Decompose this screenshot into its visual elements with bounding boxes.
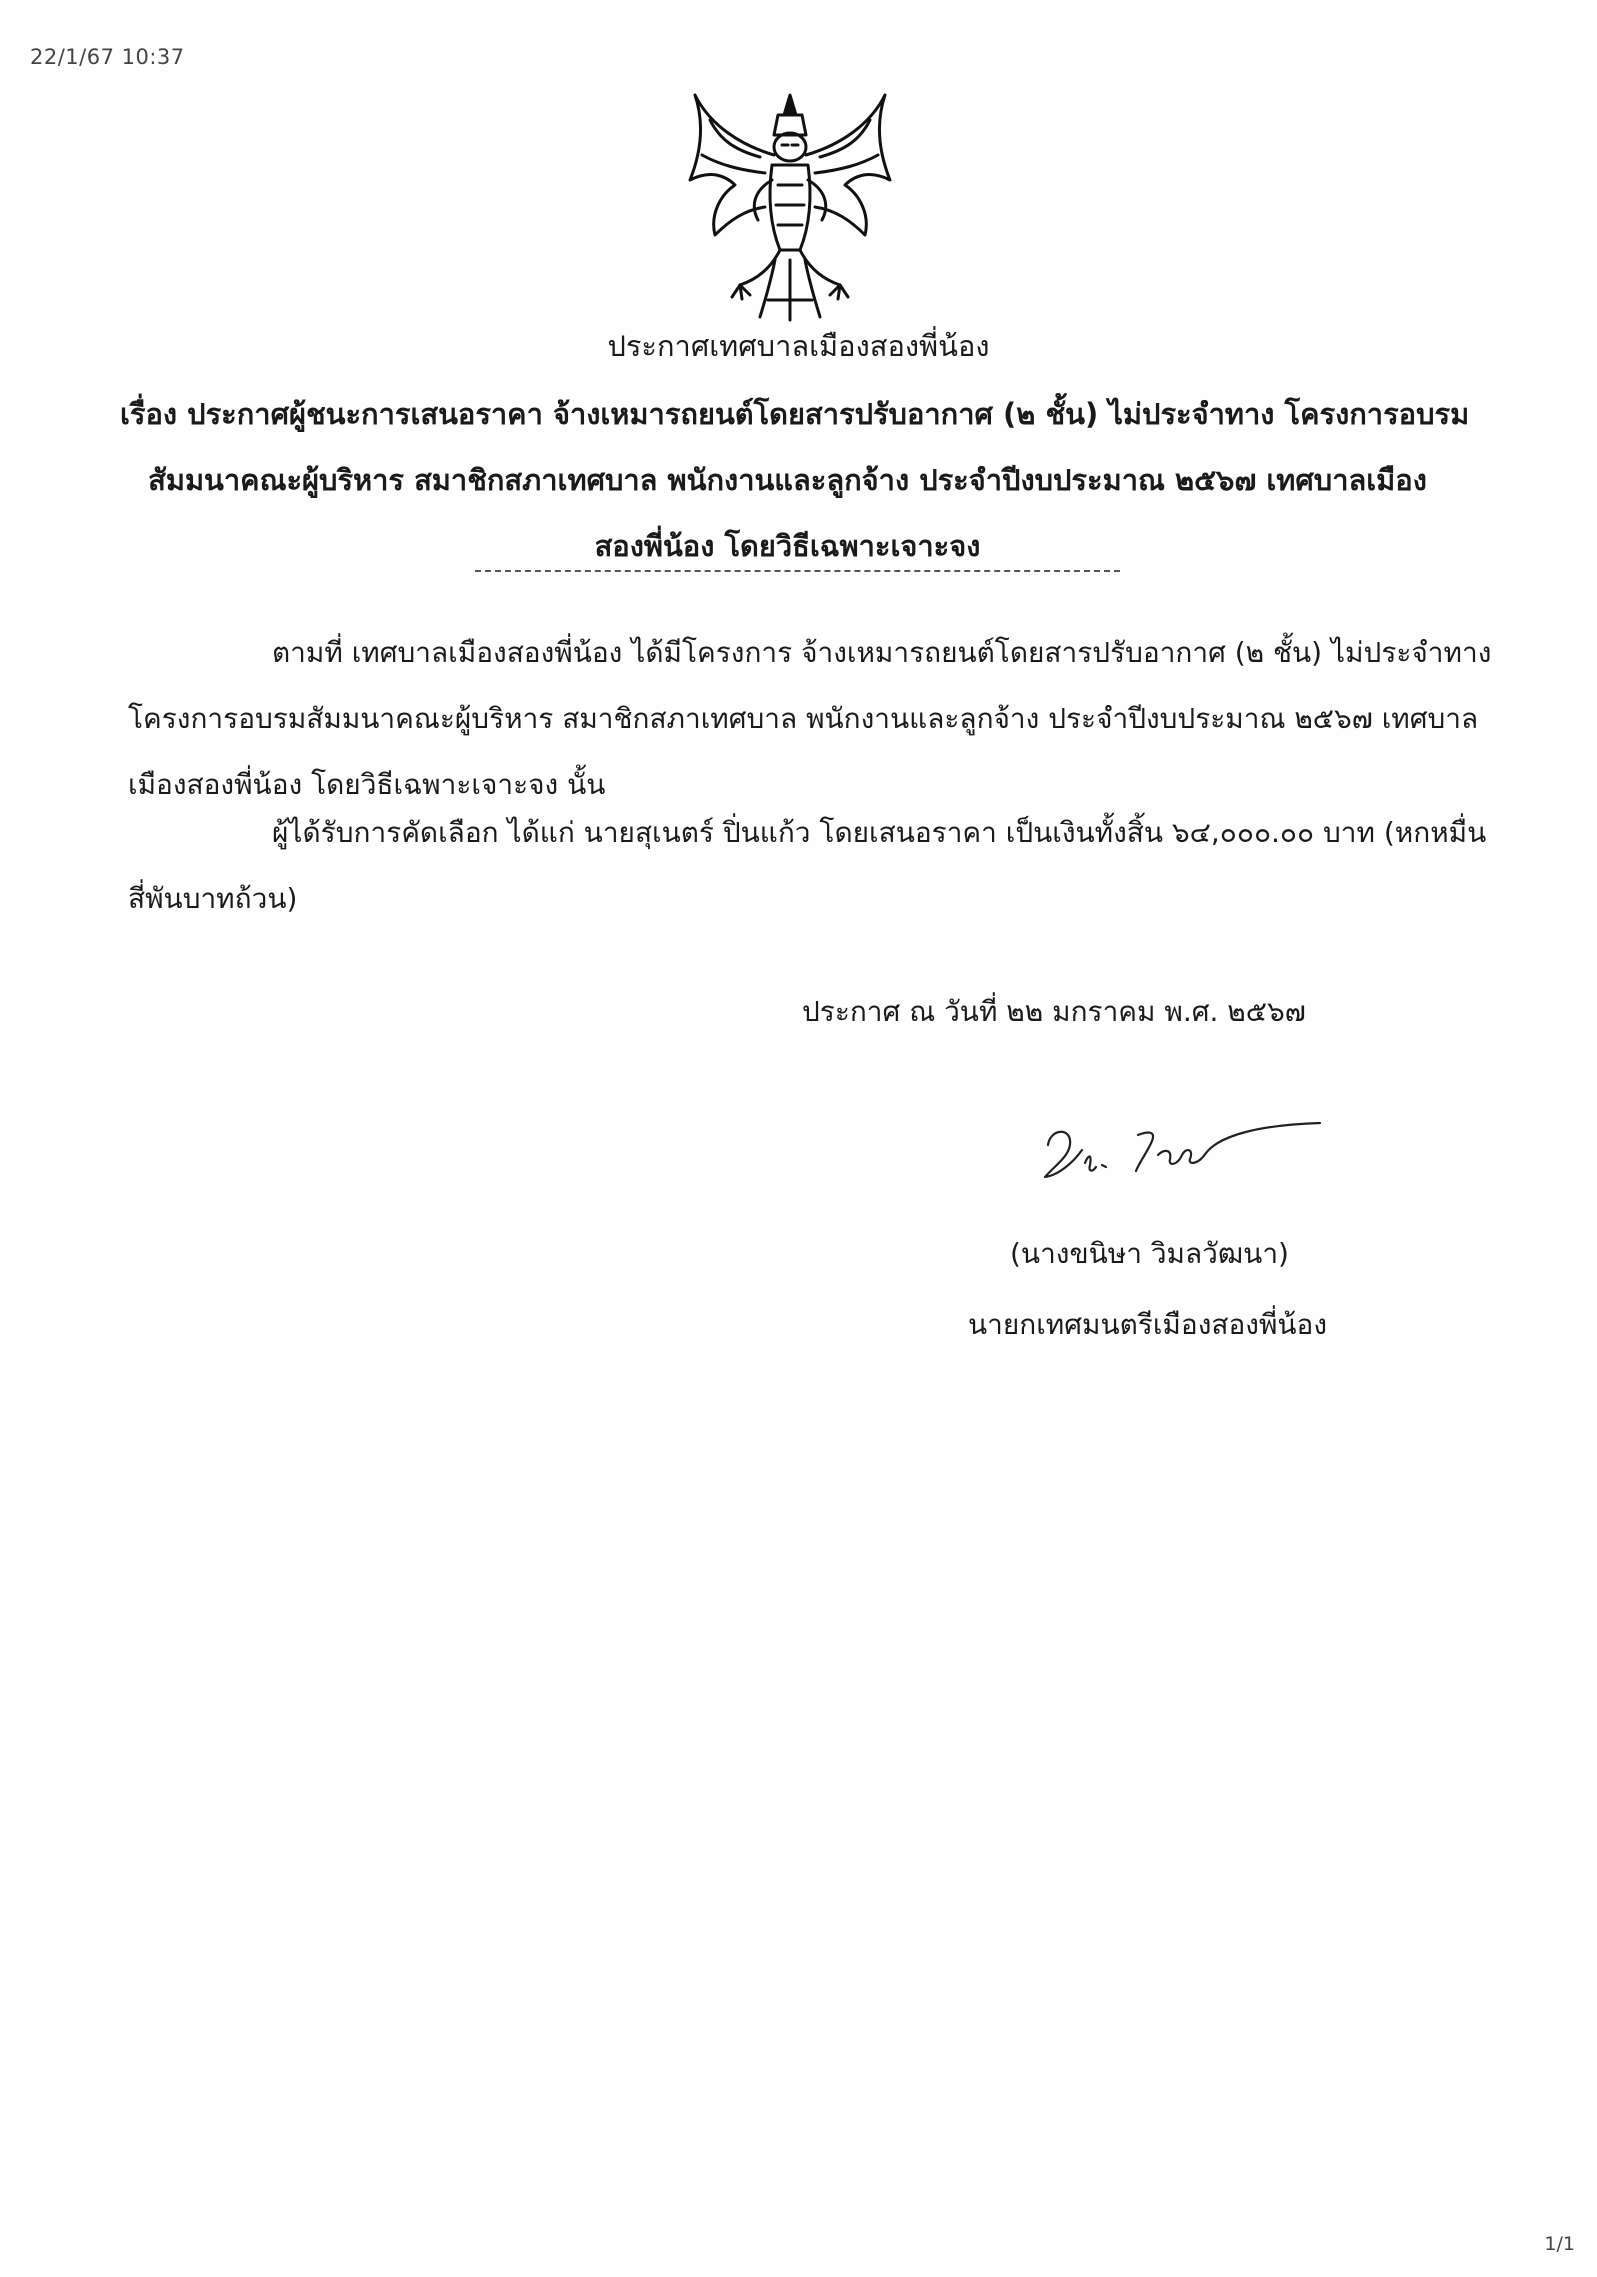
paragraph-winner <box>128 800 1487 932</box>
page-number: 1/1 <box>1544 2233 1575 2255</box>
subject-heading <box>120 381 1470 579</box>
section-divider <box>475 570 1120 572</box>
organization-title: ประกาศเทศบาลเมืองสองพี่น้อง <box>607 329 990 363</box>
print-timestamp: 22/1/67 10:37 <box>30 45 185 69</box>
announcement-date: ประกาศ ณ วันที่ ๒๒ มกราคม พ.ศ. ๒๕๖๗ <box>802 995 1306 1028</box>
handwritten-signature <box>1030 1105 1330 1195</box>
signer-title: นายกเทศมนตรีเมืองสองพี่น้อง <box>968 1308 1328 1341</box>
paragraph-line: สี่พันบาทถ้วน) <box>128 882 298 915</box>
paragraph-project <box>128 620 1492 818</box>
paragraph-line: ผู้ได้รับการคัดเลือก ได้แก่ นายสุเนตร์ ปิ่นแก้ว โดยเสนอราคา เป็นเงินทั้งสิ้น ๖๔,๐๐๐.๐๐ บาท (หกหมื่น <box>272 816 1487 849</box>
paragraph-line: เมืองสองพี่น้อง โดยวิธีเฉพาะเจาะจง นั้น <box>128 768 606 801</box>
signer-name: (นางขนิษา วิมลวัฒนา) <box>1010 1237 1289 1270</box>
paragraph-line: ตามที่ เทศบาลเมืองสองพี่น้อง ได้มีโครงการ จ้างเหมารถยนต์โดยสารปรับอากาศ (๒ ชั้น) ไม่ประจำทาง <box>272 636 1492 669</box>
subject-line: สัมมนาคณะผู้บริหาร สมาชิกสภาเทศบาล พนักงานและลูกจ้าง ประจำปีงบประมาณ ๒๕๖๗ เทศบาลเมือง <box>148 463 1427 497</box>
garuda-emblem-icon <box>680 85 900 325</box>
subject-line: เรื่อง ประกาศผู้ชนะการเสนอราคา จ้างเหมารถยนต์โดยสารปรับอากาศ (๒ ชั้น) ไม่ประจำทาง โครงการอบรม <box>120 397 1470 431</box>
subject-line: สองพี่น้อง โดยวิธีเฉพาะเจาะจง <box>594 529 981 563</box>
paragraph-line: โครงการอบรมสัมมนาคณะผู้บริหาร สมาชิกสภาเทศบาล พนักงานและลูกจ้าง ประจำปีงบประมาณ ๒๕๖๗ เทศบาล <box>128 702 1479 735</box>
